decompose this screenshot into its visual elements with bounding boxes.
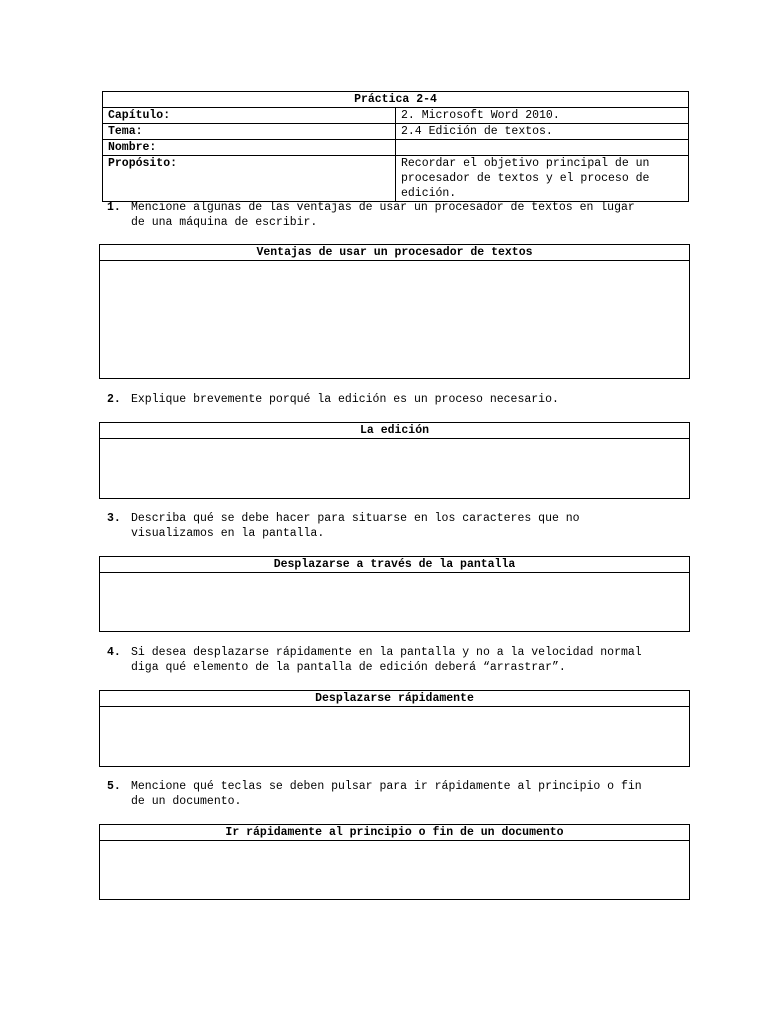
answer-area[interactable] bbox=[100, 439, 689, 498]
question-1 bbox=[107, 200, 647, 230]
header-label: Propósito: bbox=[103, 156, 396, 202]
answer-box-4 bbox=[99, 690, 690, 767]
answer-box-title: Ventajas de usar un procesador de textos bbox=[100, 245, 689, 261]
question-text: Si desea desplazarse rápidamente en la pantalla y no a la velocidad normal diga qué elemento de la pantalla de edición deberá “arrastrar”. bbox=[131, 646, 642, 674]
answer-area[interactable] bbox=[100, 573, 689, 631]
header-row-chapter bbox=[103, 108, 689, 124]
answer-box-title: La edición bbox=[100, 423, 689, 439]
answer-area[interactable] bbox=[100, 707, 689, 766]
answer-box-title: Desplazarse a través de la pantalla bbox=[100, 557, 689, 573]
answer-box-5 bbox=[99, 824, 690, 900]
header-value[interactable]: Recordar el objetivo principal de un procesador de textos y el proceso de edición. bbox=[396, 156, 689, 202]
header-row-purpose bbox=[103, 156, 689, 202]
header-value[interactable]: 2. Microsoft Word 2010. bbox=[396, 108, 689, 124]
answer-box-title: Desplazarse rápidamente bbox=[100, 691, 689, 707]
name-field[interactable] bbox=[396, 140, 689, 156]
question-number: 4. bbox=[107, 646, 121, 659]
answer-box-title: Ir rápidamente al principio o fin de un documento bbox=[100, 825, 689, 841]
question-number: 3. bbox=[107, 512, 121, 525]
answer-area[interactable] bbox=[100, 261, 689, 378]
answer-box-2 bbox=[99, 422, 690, 499]
question-number: 1. bbox=[107, 201, 121, 214]
question-text: Describa qué se debe hacer para situarse en los caracteres que no visualizamos en la pantalla. bbox=[131, 512, 580, 540]
question-text: Explique brevemente porqué la edición es un proceso necesario. bbox=[131, 393, 559, 406]
header-label: Tema: bbox=[103, 124, 396, 140]
question-5 bbox=[107, 779, 647, 809]
question-text: Mencione algunas de las ventajas de usar un procesador de textos en lugar de una máquina de escribir. bbox=[131, 201, 635, 229]
question-2 bbox=[107, 392, 647, 407]
header-label: Nombre: bbox=[103, 140, 396, 156]
header-table bbox=[102, 91, 689, 202]
answer-box-3 bbox=[99, 556, 690, 632]
answer-box-1 bbox=[99, 244, 690, 379]
question-4 bbox=[107, 645, 647, 675]
header-row-topic bbox=[103, 124, 689, 140]
header-label: Capítulo: bbox=[103, 108, 396, 124]
question-number: 5. bbox=[107, 780, 121, 793]
practice-title: Práctica 2-4 bbox=[103, 92, 689, 108]
header-value[interactable]: 2.4 Edición de textos. bbox=[396, 124, 689, 140]
question-3 bbox=[107, 511, 647, 541]
header-row-name bbox=[103, 140, 689, 156]
question-number: 2. bbox=[107, 393, 121, 406]
question-text: Mencione qué teclas se deben pulsar para ir rápidamente al principio o fin de un documento. bbox=[131, 780, 642, 808]
answer-area[interactable] bbox=[100, 841, 689, 899]
